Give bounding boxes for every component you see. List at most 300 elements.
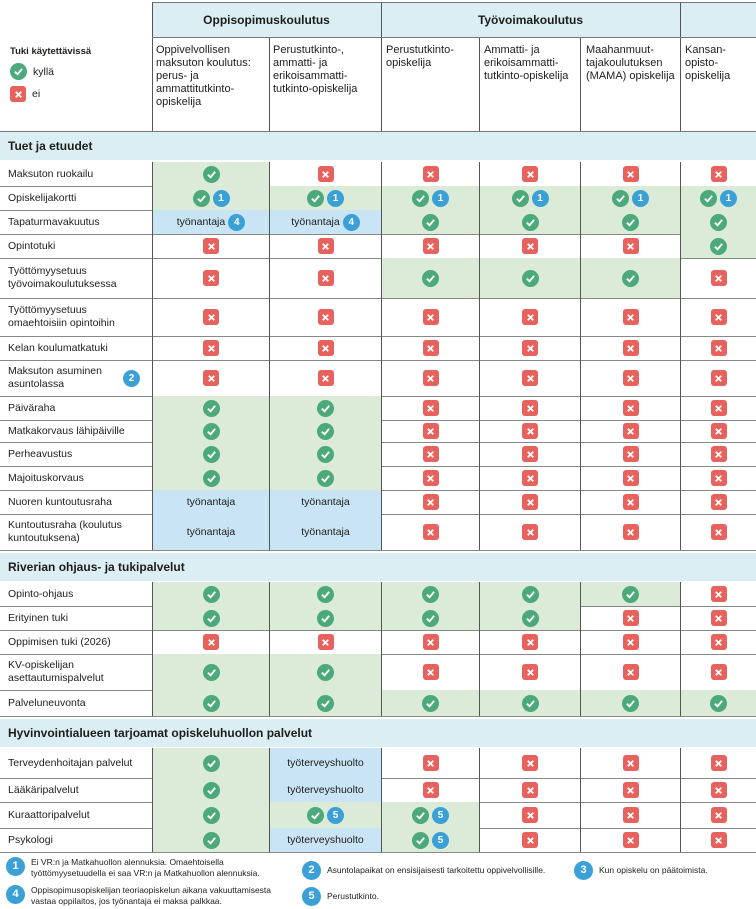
table-cell <box>269 778 381 802</box>
row-label: Tapaturmavakuutus <box>8 215 100 228</box>
table-cell <box>152 186 269 210</box>
table-cell <box>152 514 269 550</box>
cross-icon <box>423 664 439 680</box>
row-label: Erityinen tuki <box>8 611 69 624</box>
table-cell <box>479 630 580 654</box>
cross-icon <box>423 309 439 325</box>
note-badge: 5 <box>432 832 449 849</box>
table-cell <box>152 360 269 396</box>
note-2-badge: 2 <box>302 861 321 880</box>
table-cell <box>381 298 479 336</box>
row-divider <box>152 2 756 3</box>
table-cell <box>580 210 680 234</box>
check-icon <box>203 610 220 627</box>
row-label: Maksuton asuminen asuntolassa <box>8 365 102 390</box>
table-cell <box>381 396 479 420</box>
table-cell <box>152 162 269 186</box>
table-cell <box>269 360 381 396</box>
table-cell <box>152 234 269 258</box>
employer-text: työnantaja <box>301 526 350 538</box>
row-label: Terveydenhoitajan palvelut <box>8 756 133 769</box>
check-icon <box>710 238 727 255</box>
table-cell <box>479 360 580 396</box>
row-label: Kuntoutusraha (koulutus kuntoutuksena) <box>8 519 122 544</box>
row-label: Majoituskorvaus <box>8 471 84 484</box>
table-cell <box>479 420 580 442</box>
table-cell <box>680 396 756 420</box>
table-cell <box>580 828 680 852</box>
table-cell <box>269 210 381 234</box>
cross-icon <box>318 166 334 182</box>
table-cell <box>152 630 269 654</box>
cross-icon <box>318 270 334 286</box>
table-cell <box>152 210 269 234</box>
cross-icon <box>711 807 727 823</box>
table-cell <box>269 336 381 360</box>
cross-icon <box>522 340 538 356</box>
check-icon <box>203 586 220 603</box>
check-icon <box>412 832 429 849</box>
table-cell <box>680 336 756 360</box>
table-row <box>0 360 756 397</box>
employer-text: työnantaja <box>186 496 236 508</box>
check-icon <box>317 446 334 463</box>
table-row <box>0 654 756 691</box>
table-cell <box>381 630 479 654</box>
row-label-cell <box>0 442 152 466</box>
cross-icon <box>423 166 439 182</box>
employer-text: työnantaja <box>291 216 340 228</box>
table-cell <box>269 582 381 606</box>
note-3-badge: 3 <box>574 861 593 880</box>
cross-icon <box>623 400 639 416</box>
check-icon <box>307 807 324 824</box>
check-icon <box>522 214 539 231</box>
table-cell <box>269 442 381 466</box>
table-cell <box>680 690 756 716</box>
table-row <box>0 690 756 717</box>
cross-icon <box>423 446 439 462</box>
table-cell <box>479 186 580 210</box>
table-cell <box>381 802 479 828</box>
table-cell <box>381 162 479 186</box>
table-cell <box>680 298 756 336</box>
check-icon <box>512 190 529 207</box>
row-label: Kelan koulumatkatuki <box>8 341 108 354</box>
table-cell <box>479 654 580 690</box>
row-label: Kuraattoripalvelut <box>8 808 90 821</box>
note-badge: 2 <box>123 370 140 387</box>
cross-icon <box>318 634 334 650</box>
cross-icon <box>423 494 439 510</box>
cross-icon <box>318 340 334 356</box>
row-divider <box>0 131 756 132</box>
note-1-badge: 1 <box>6 857 25 876</box>
table-cell <box>152 654 269 690</box>
cross-icon <box>623 423 639 439</box>
table-cell <box>381 442 479 466</box>
footnote-5 <box>302 887 502 906</box>
legend-no-label: ei <box>32 88 41 100</box>
table-cell <box>381 690 479 716</box>
table-cell <box>680 442 756 466</box>
cross-icon <box>711 400 727 416</box>
table-cell <box>381 186 479 210</box>
group-header-tyovoima: Työvoimakoulutus <box>381 3 680 37</box>
cross-icon <box>10 86 26 102</box>
table-cell <box>479 258 580 298</box>
table-cell <box>381 258 479 298</box>
table-cell <box>269 690 381 716</box>
cross-icon <box>203 634 219 650</box>
row-divider <box>152 37 756 38</box>
table-cell <box>381 360 479 396</box>
table-row <box>0 514 756 551</box>
column-divider <box>152 3 153 131</box>
table-cell <box>580 162 680 186</box>
cross-icon <box>522 782 538 798</box>
cross-icon <box>423 782 439 798</box>
table-cell <box>152 442 269 466</box>
cross-icon <box>522 238 538 254</box>
cross-icon <box>623 340 639 356</box>
cross-icon <box>711 166 727 182</box>
check-icon <box>203 832 220 849</box>
table-cell <box>680 258 756 298</box>
section-header: Riverian ohjaus- ja tukipalvelut <box>0 553 756 581</box>
occupational-health-text: työterveyshuolto <box>287 834 364 846</box>
cross-icon <box>318 309 334 325</box>
table-cell <box>479 778 580 802</box>
section-header: Hyvinvointialueen tarjoamat opiskeluhuollon palvelut <box>0 719 756 747</box>
cross-icon <box>522 446 538 462</box>
check-icon <box>710 695 727 712</box>
row-label-cell <box>0 630 152 654</box>
table-cell <box>152 606 269 630</box>
table-cell <box>680 210 756 234</box>
table-cell <box>152 396 269 420</box>
table-cell <box>580 582 680 606</box>
row-label: Opintotuki <box>8 239 56 252</box>
employer-text: työnantaja <box>301 496 350 508</box>
column-divider <box>680 3 681 131</box>
table-cell <box>580 802 680 828</box>
cross-icon <box>711 832 727 848</box>
table-row <box>0 442 756 467</box>
table-cell <box>680 748 756 778</box>
table-cell <box>580 778 680 802</box>
column-header-4: Ammatti- ja erikoisammatti-tutkinto-opiskelija <box>484 44 569 82</box>
note-5-badge: 5 <box>302 887 321 906</box>
table-cell <box>152 420 269 442</box>
column-divider <box>479 37 480 131</box>
row-label: Maksuton ruokailu <box>8 167 94 180</box>
cross-icon <box>203 370 219 386</box>
table-row <box>0 336 756 361</box>
table-cell <box>479 234 580 258</box>
cross-icon <box>711 470 727 486</box>
cross-icon <box>423 524 439 540</box>
table-cell <box>680 802 756 828</box>
table-cell <box>580 514 680 550</box>
footnote-3-text: Kun opiskelu on päätoimista. <box>599 865 708 875</box>
cross-icon <box>623 755 639 771</box>
table-cell <box>269 490 381 514</box>
cross-icon <box>522 166 538 182</box>
table-cell <box>680 186 756 210</box>
row-label: Työttömyysetuus omaehtoisiin opintoihin <box>8 304 115 329</box>
footnote-2-text: Asuntolapaikat on ensisijaisesti tarkoitettu oppivelvollisille. <box>327 865 546 875</box>
check-icon <box>422 586 439 603</box>
cross-icon <box>522 634 538 650</box>
cross-icon <box>203 238 219 254</box>
check-icon <box>307 190 324 207</box>
cross-icon <box>623 166 639 182</box>
check-icon <box>203 423 220 440</box>
table-cell <box>680 490 756 514</box>
cross-icon <box>711 423 727 439</box>
table-cell <box>381 514 479 550</box>
cross-icon <box>423 340 439 356</box>
cross-icon <box>711 634 727 650</box>
cross-icon <box>711 446 727 462</box>
table-cell <box>269 258 381 298</box>
row-label: Opinto-ohjaus <box>8 587 74 600</box>
check-icon <box>317 423 334 440</box>
check-icon <box>317 664 334 681</box>
table-cell <box>381 234 479 258</box>
table-cell <box>381 582 479 606</box>
employer-text: työnantaja <box>186 526 236 538</box>
table-cell <box>680 654 756 690</box>
check-icon <box>203 400 220 417</box>
footnote-1-text: Ei VR:n ja Matkahuollon alennuksia. Omaehtoisella työttömyysetuudella ei saa VR:n ja Matkahuollon alennuksia. <box>31 857 260 878</box>
row-label-cell <box>0 466 152 490</box>
table-cell <box>269 630 381 654</box>
table-row <box>0 258 756 299</box>
table-cell <box>269 466 381 490</box>
table-cell <box>269 396 381 420</box>
cross-icon <box>318 370 334 386</box>
table-row <box>0 162 756 187</box>
row-label: Opiskelijakortti <box>8 191 77 204</box>
table-cell <box>580 186 680 210</box>
cross-icon <box>203 340 219 356</box>
table-row <box>0 778 756 803</box>
table-row <box>0 748 756 779</box>
cross-icon <box>711 782 727 798</box>
row-label-cell <box>0 748 152 778</box>
check-icon <box>203 470 220 487</box>
table-cell <box>152 828 269 852</box>
column-divider <box>269 37 270 131</box>
check-icon <box>522 586 539 603</box>
row-label: Päiväraha <box>8 401 56 414</box>
cross-icon <box>423 470 439 486</box>
row-label-cell <box>0 420 152 442</box>
cross-icon <box>711 370 727 386</box>
row-label: Matkakorvaus lähipäiville <box>8 424 125 437</box>
table-cell <box>269 186 381 210</box>
table-cell <box>479 466 580 490</box>
column-divider <box>580 37 581 131</box>
cross-icon <box>711 270 727 286</box>
table-cell <box>580 336 680 360</box>
column-header-2: Perustutkinto-, ammatti- ja erikoisammatti-tutkinto-opiskelija <box>273 44 358 95</box>
table-row <box>0 466 756 491</box>
check-icon <box>700 190 717 207</box>
table-row <box>0 298 756 337</box>
cross-icon <box>522 400 538 416</box>
note-badge: 1 <box>213 190 230 207</box>
check-icon <box>193 190 210 207</box>
note-badge: 4 <box>228 214 245 231</box>
cross-icon <box>522 494 538 510</box>
table-cell <box>152 466 269 490</box>
table-cell <box>479 582 580 606</box>
table-cell <box>479 690 580 716</box>
row-label-cell <box>0 336 152 360</box>
note-badge: 5 <box>327 807 344 824</box>
table-cell <box>479 298 580 336</box>
cross-icon <box>623 446 639 462</box>
cross-icon <box>623 309 639 325</box>
check-icon <box>622 270 639 287</box>
check-icon <box>203 755 220 772</box>
table-cell <box>269 802 381 828</box>
row-label-cell <box>0 298 152 336</box>
table-cell <box>479 490 580 514</box>
occupational-health-text: työterveyshuolto <box>287 757 364 769</box>
cross-icon <box>522 470 538 486</box>
table-cell <box>680 630 756 654</box>
table-cell <box>381 490 479 514</box>
group-header-oppisopimus: Oppisopimuskoulutus <box>152 3 381 37</box>
cross-icon <box>423 634 439 650</box>
cross-icon <box>423 423 439 439</box>
cross-icon <box>711 494 727 510</box>
table-cell <box>580 360 680 396</box>
check-icon <box>622 695 639 712</box>
table-cell <box>152 690 269 716</box>
row-label-cell <box>0 234 152 258</box>
table-cell <box>269 828 381 852</box>
cross-icon <box>522 423 538 439</box>
check-icon <box>317 610 334 627</box>
row-label-cell <box>0 162 152 186</box>
table-cell <box>152 258 269 298</box>
check-icon <box>203 166 220 183</box>
table-cell <box>580 654 680 690</box>
table-cell <box>580 490 680 514</box>
table-row <box>0 234 756 259</box>
cross-icon <box>522 755 538 771</box>
row-label: Nuoren kuntoutusraha <box>8 495 112 508</box>
row-label: Oppimisen tuki (2026) <box>8 635 111 648</box>
table-row <box>0 630 756 655</box>
cross-icon <box>711 524 727 540</box>
footnote-2 <box>302 861 572 880</box>
table-cell <box>580 630 680 654</box>
check-icon <box>203 446 220 463</box>
table-cell <box>680 778 756 802</box>
table-row <box>0 606 756 631</box>
table-cell <box>479 606 580 630</box>
column-header-6: Kansan-opisto-opiskelija <box>685 44 731 82</box>
cross-icon <box>711 586 727 602</box>
row-label-cell <box>0 802 152 828</box>
cross-icon <box>423 370 439 386</box>
row-label: Työttömyysetuus työvoimakoulutuksessa <box>8 265 117 290</box>
table-cell <box>269 748 381 778</box>
cross-icon <box>711 664 727 680</box>
cross-icon <box>623 524 639 540</box>
row-label-cell <box>0 654 152 690</box>
table-cell <box>152 298 269 336</box>
row-label-cell <box>0 490 152 514</box>
cross-icon <box>623 782 639 798</box>
check-icon <box>203 807 220 824</box>
cross-icon <box>711 755 727 771</box>
note-badge: 1 <box>327 190 344 207</box>
row-label: Perheavustus <box>8 447 73 460</box>
check-icon <box>422 695 439 712</box>
note-badge: 5 <box>432 807 449 824</box>
check-icon <box>612 190 629 207</box>
table-cell <box>680 514 756 550</box>
row-label-cell <box>0 186 152 210</box>
table-cell <box>152 748 269 778</box>
column-header-1: Oppivelvollisen maksuton koulutus: perus- ja ammattitutkinto-opiskelija <box>156 44 251 108</box>
table-cell <box>269 420 381 442</box>
row-label-cell <box>0 582 152 606</box>
table-cell <box>680 606 756 630</box>
check-icon <box>422 270 439 287</box>
table-cell <box>479 514 580 550</box>
table-row <box>0 210 756 235</box>
check-icon <box>317 470 334 487</box>
check-icon <box>412 807 429 824</box>
table-cell <box>152 802 269 828</box>
note-badge: 1 <box>720 190 737 207</box>
table-row <box>0 490 756 515</box>
table-row <box>0 420 756 443</box>
row-label-cell <box>0 690 152 716</box>
check-icon <box>422 610 439 627</box>
cross-icon <box>711 309 727 325</box>
table-row <box>0 396 756 421</box>
table-cell <box>269 654 381 690</box>
cross-icon <box>623 470 639 486</box>
group-header-blank <box>680 3 756 37</box>
row-label-cell <box>0 396 152 420</box>
table-cell <box>680 360 756 396</box>
employer-text: työnantaja <box>176 216 226 228</box>
legend <box>10 46 140 102</box>
table-cell <box>680 466 756 490</box>
table-cell <box>580 690 680 716</box>
check-icon <box>203 782 220 799</box>
cross-icon <box>203 309 219 325</box>
table-cell <box>381 748 479 778</box>
row-label-cell <box>0 360 152 396</box>
cross-icon <box>623 832 639 848</box>
cross-icon <box>522 664 538 680</box>
table-cell <box>680 162 756 186</box>
table-cell <box>381 336 479 360</box>
check-icon <box>522 270 539 287</box>
row-label-cell <box>0 828 152 852</box>
